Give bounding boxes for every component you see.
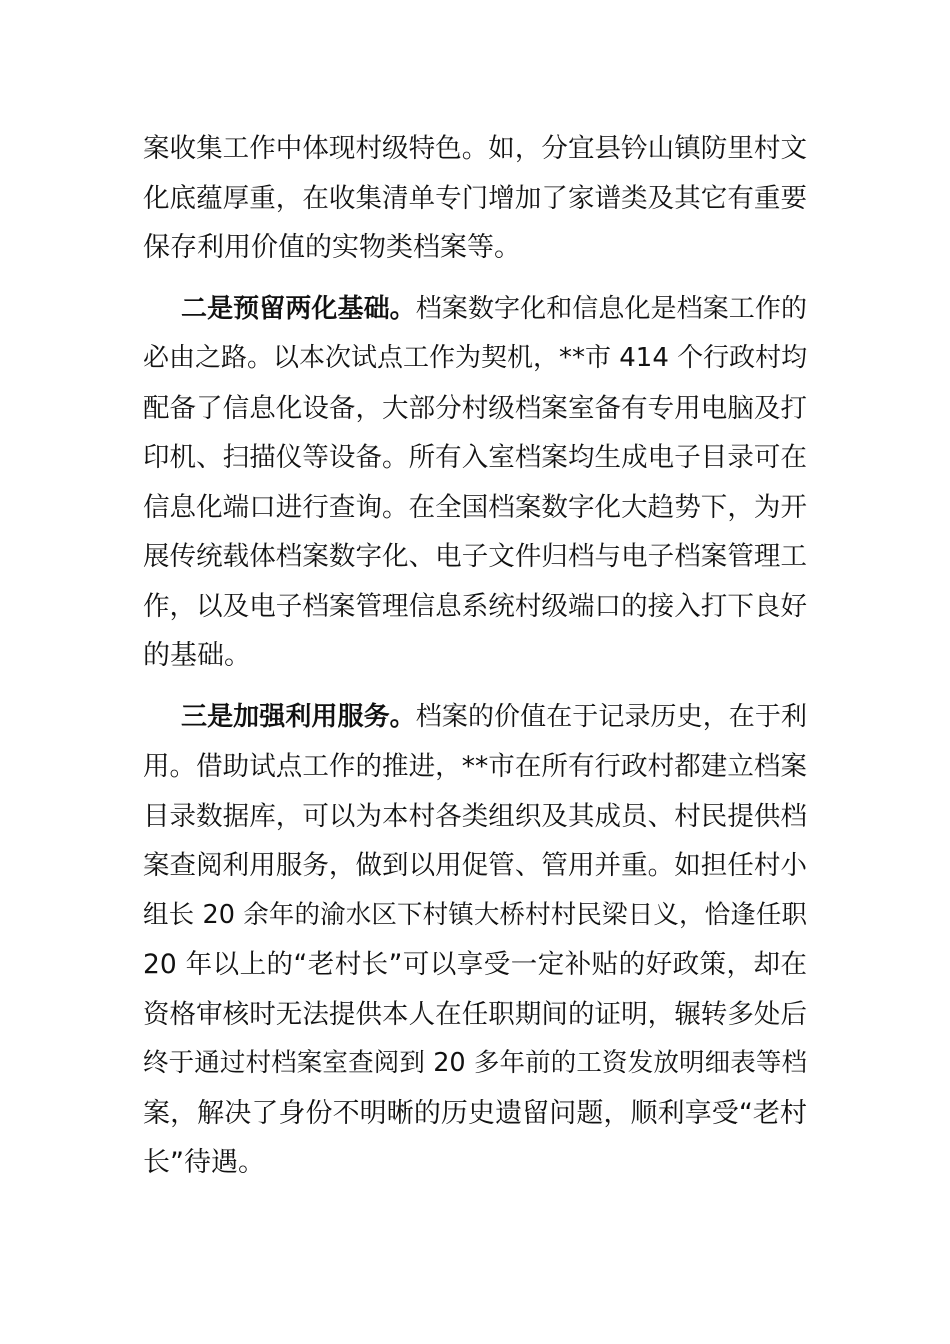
paragraph-line: 信息化端口进行查询。在全国档案数字化大趋势下，为开 xyxy=(143,491,807,523)
paragraph-line: 20 年以上的“老村长”可以享受一定补贴的好政策，却在 xyxy=(143,949,807,980)
paragraph-first-line-text: 档案数字化和信息化是档案工作的 xyxy=(415,293,807,324)
paragraph-line: 长”待遇。 xyxy=(143,1147,265,1178)
paragraph-line: 印机、扫描仪等设备。所有入室档案均生成电子目录可在 xyxy=(143,442,807,473)
paragraph-line: 资格审核时无法提供本人在任职期间的证明，辗转多处后 xyxy=(143,998,807,1030)
paragraph-line: 案收集工作中体现村级特色。如，分宜县钤山镇防里村文 xyxy=(143,133,807,164)
paragraph-line: 作，以及电子档案管理信息系统村级端口的接入打下良好 xyxy=(143,590,807,622)
paragraph-line: 化底蕴厚重，在收集清单专门增加了家谱类及其它有重要 xyxy=(143,182,807,214)
paragraph-line: 用。借助试点工作的推进，**市在所有行政村都建立档案 xyxy=(143,751,807,782)
paragraph-line: 组长 20 余年的渝水区下村镇大桥村村民梁日义，恰逢任职 xyxy=(143,899,807,930)
paragraph-lead-heading: 三是加强利用服务。 xyxy=(181,701,416,732)
paragraph-line: 目录数据库，可以为本村各类组织及其成员、村民提供档 xyxy=(143,800,807,832)
paragraph-line: 终于通过村档案室查阅到 20 多年前的工资发放明细表等档 xyxy=(143,1048,807,1078)
paragraph-line: 必由之路。以本次试点工作为契机，**市 414 个行政村均 xyxy=(143,343,808,373)
paragraph-3 xyxy=(143,693,807,1188)
paragraph-line: 案查阅利用服务，做到以用促管、管用并重。如担任村小 xyxy=(143,850,807,881)
paragraph-line: 展传统载体档案数字化、电子文件归档与电子档案管理工 xyxy=(143,541,807,572)
paragraph-2 xyxy=(143,285,807,681)
paragraph-line: 案，解决了身份不明晰的历史遗留问题，顺利享受“老村 xyxy=(143,1097,807,1129)
paragraph-line: 保存利用价值的实物类档案等。 xyxy=(143,232,521,263)
paragraph-line: 的基础。 xyxy=(143,640,251,671)
paragraph-lead-heading: 二是预留两化基础。 xyxy=(181,293,416,324)
document-body xyxy=(143,124,807,1188)
paragraph-1 xyxy=(143,124,807,273)
paragraph-first-line xyxy=(143,693,807,743)
paragraph-first-line xyxy=(143,285,807,335)
paragraph-line: 配备了信息化设备，大部分村级档案室备有专用电脑及打 xyxy=(143,392,807,424)
paragraph-first-line-text: 档案的价值在于记录历史，在于利 xyxy=(415,701,807,732)
